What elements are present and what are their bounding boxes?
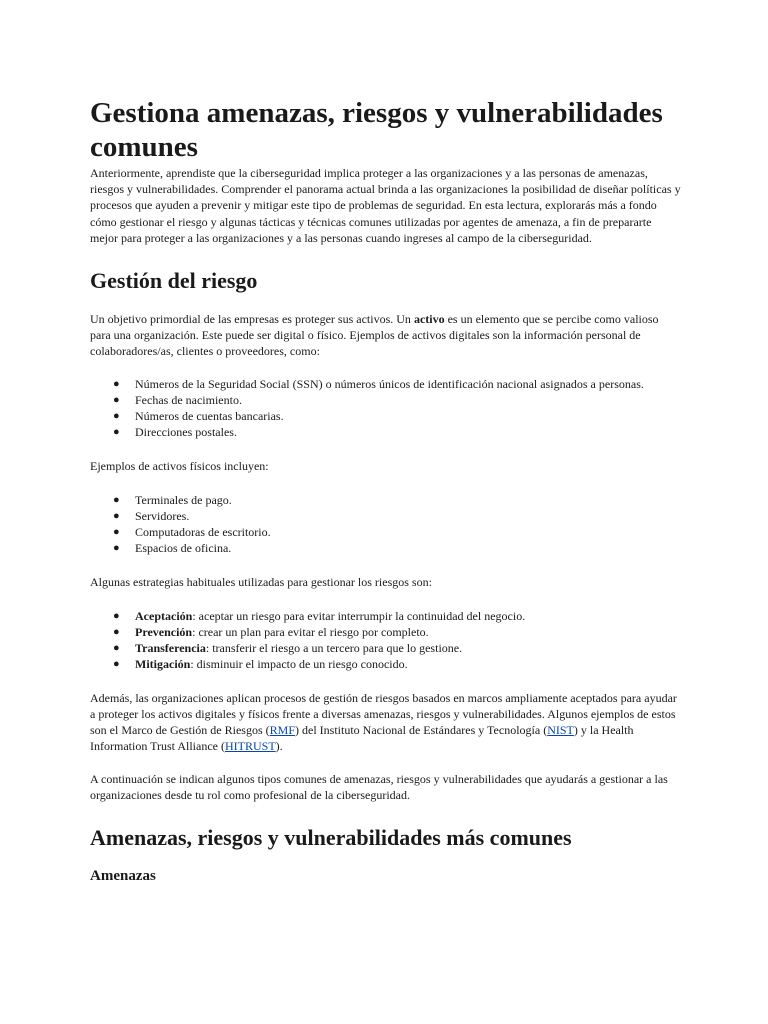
nist-link[interactable]: NIST (547, 723, 574, 738)
list-item (90, 624, 682, 640)
strategy-term: Prevención (135, 625, 193, 640)
bullet-icon: ● (113, 378, 120, 391)
assets-bold-term: activo (413, 312, 445, 327)
bullet-icon: ● (113, 410, 120, 423)
strategy-term: Transferencia (135, 641, 206, 656)
bullet-icon: ● (113, 626, 120, 639)
strategy-term: Aceptación (135, 609, 193, 624)
bullet-icon: ● (113, 542, 120, 555)
list-item (90, 524, 682, 540)
digital-assets-list (90, 376, 682, 440)
list-item-text: Números de cuentas bancarias. (135, 409, 284, 424)
list-item-text: Terminales de pago. (135, 493, 232, 508)
bullet-icon: ● (113, 510, 120, 523)
physical-assets-intro: Ejemplos de activos físicos incluyen: (90, 459, 269, 474)
bullet-icon: ● (113, 394, 120, 407)
bullet-icon: ● (113, 494, 120, 507)
bullet-icon: ● (113, 526, 120, 539)
list-item (90, 408, 682, 424)
strategy-desc: : aceptar un riesgo para evitar interrumpir la continuidad del negocio. (192, 609, 526, 624)
frameworks-text-3: ) y la Health Information Trust Alliance ( (90, 723, 634, 754)
document-page (90, 96, 682, 885)
subheading-threats: Amenazas (90, 868, 156, 885)
list-item (90, 640, 682, 656)
frameworks-paragraph (90, 690, 682, 754)
strategies-list (90, 608, 682, 672)
list-item (90, 492, 682, 508)
list-item-text: Direcciones postales. (135, 425, 237, 440)
strategy-desc: : disminuir el impacto de un riesgo conocido. (190, 657, 408, 672)
section-heading-common-threats: Amenazas, riesgos y vulnerabilidades más comunes (90, 825, 572, 851)
list-item (90, 424, 682, 440)
list-item (90, 540, 682, 556)
list-item-text: Números de la Seguridad Social (SSN) o números únicos de identificación nacional asignados a personas. (135, 377, 644, 392)
intro-paragraph: Anteriormente, aprendiste que la ciberseguridad implica proteger a las organizaciones y a las personas de amenazas, riesgos y vulnerabilidades. Comprender el panorama actual brinda a las organizaciones la posibilidad de diseñar políticas y procesos que ayuden a prevenir y mitigar este tipo de problemas de seguridad. En esta lectura, explorarás más a fondo cómo gestionar el riesgo y algunas tácticas y técnicas comunes utilizadas por agentes de amenaza, a fin de prepararte mejor para proteger a las organizaciones y a las personas cuando ingreses al campo de la ciberseguridad. (90, 166, 681, 245)
strategy-desc: : transferir el riesgo a un tercero para que lo gestione. (205, 641, 463, 656)
bullet-icon: ● (113, 642, 120, 655)
list-item (90, 392, 682, 408)
assets-text-after: es un elemento que se percibe como valioso para una organización. Este puede ser digital o físico. Ejemplos de activos digitales son la información personal de colaboradores/as, clientes o proveedores, como: (90, 312, 659, 359)
section-heading-risk-management: Gestión del riesgo (90, 268, 258, 294)
frameworks-text-2: ) del Instituto Nacional de Estándares y Tecnología ( (295, 723, 548, 738)
strategies-intro: Algunas estrategias habituales utilizadas para gestionar los riesgos son: (90, 575, 432, 590)
strategy-term: Mitigación (135, 657, 191, 672)
list-item (90, 608, 682, 624)
frameworks-text-1: Además, las organizaciones aplican procesos de gestión de riesgos basados en marcos ampliamente aceptados para ayudar a proteger los activos digitales y físicos frente a diversas amenazas, riesgos y vulnerabilidades. Algunos ejemplos de estos son el Marco de Gestión de Riesgos ( (90, 691, 677, 738)
list-item (90, 656, 682, 672)
assets-paragraph (90, 311, 682, 359)
bullet-icon: ● (113, 610, 120, 623)
page-title: Gestiona amenazas, riesgos y vulnerabilidades comunes (90, 97, 663, 163)
assets-text-before: Un objetivo primordial de las empresas es proteger sus activos. Un (90, 312, 414, 327)
list-item-text: Fechas de nacimiento. (135, 393, 242, 408)
strategy-desc: : crear un plan para evitar el riesgo por completo. (192, 625, 429, 640)
hitrust-link[interactable]: HITRUST (225, 739, 276, 754)
closing-paragraph: A continuación se indican algunos tipos comunes de amenazas, riesgos y vulnerabilidades que ayudarás a gestionar a las organizaciones desde tu rol como profesional de la ciberseguridad. (90, 772, 668, 803)
list-item (90, 376, 682, 392)
frameworks-text-4: ). (275, 739, 283, 754)
physical-assets-list (90, 492, 682, 556)
bullet-icon: ● (113, 426, 120, 439)
list-item-text: Computadoras de escritorio. (135, 525, 271, 540)
list-item-text: Servidores. (135, 509, 190, 524)
list-item-text: Espacios de oficina. (135, 541, 232, 556)
bullet-icon: ● (113, 658, 120, 671)
rmf-link[interactable]: RMF (269, 723, 295, 738)
list-item (90, 508, 682, 524)
